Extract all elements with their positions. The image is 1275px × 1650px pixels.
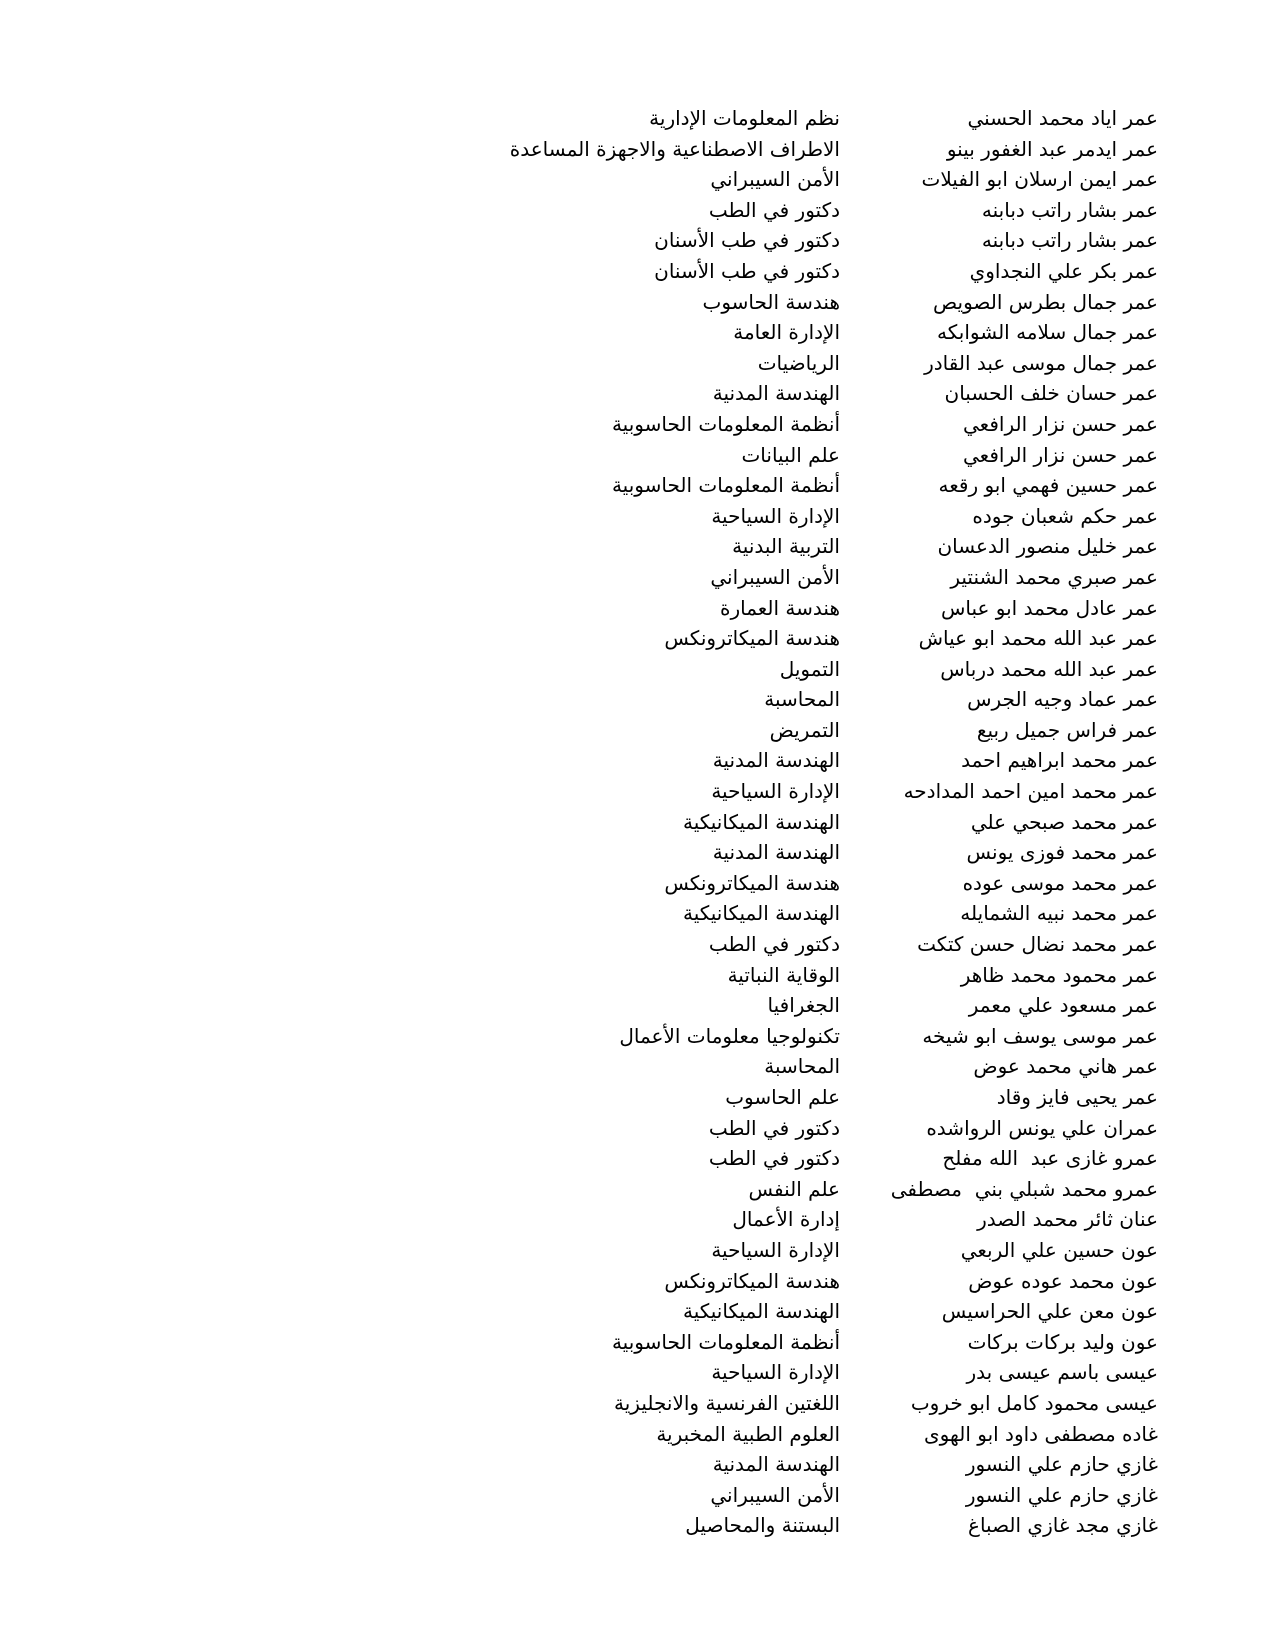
person-name: عمر عادل محمد ابو عباس [940, 595, 1158, 620]
major-name: دكتور في الطب [708, 1115, 840, 1140]
person-name: عون محمد عوده عوض [968, 1268, 1158, 1293]
major-name: المحاسبة [764, 687, 840, 712]
list-row [0, 837, 1158, 868]
person-name: عمر هاني محمد عوض [973, 1054, 1158, 1079]
major-name: أنظمة المعلومات الحاسوبية [611, 411, 840, 436]
list-row [0, 440, 1158, 471]
major-name: دكتور في طب الأسنان [654, 228, 840, 253]
major-name: الهندسة المدنية [712, 840, 840, 865]
list-row [0, 1113, 1158, 1144]
major-name: هندسة العمارة [719, 595, 840, 620]
person-name: عمرو غازى عبد الله مفلح [942, 1146, 1158, 1171]
list-row [0, 1510, 1158, 1541]
major-name: هندسة الحاسوب [702, 289, 840, 314]
major-name: الهندسة الميكانيكية [682, 809, 840, 834]
person-name: غازي مجد غازي الصباغ [968, 1513, 1158, 1538]
list-row [0, 1082, 1158, 1113]
person-name: عمر فراس جميل ربيع [976, 717, 1158, 742]
person-name: عمر مسعود علي معمر [968, 993, 1158, 1018]
list-row [0, 960, 1158, 991]
list-row [0, 990, 1158, 1021]
person-name: عمرو محمد شبلي بني مصطفى [890, 1176, 1158, 1201]
list-row [0, 256, 1158, 287]
person-name: غاده مصطفى داود ابو الهوى [924, 1421, 1158, 1446]
list-row [0, 531, 1158, 562]
list-row [0, 134, 1158, 165]
person-name: عمر محمد نضال حسن كتكت [917, 932, 1158, 957]
person-name: عمر بشار راتب دبابنه [981, 228, 1158, 253]
person-name: عمر محمد موسى عوده [962, 870, 1158, 895]
person-name: عمر محمد فوزى يونس [966, 840, 1158, 865]
list-row [0, 1296, 1158, 1327]
major-name: المحاسبة [764, 1054, 840, 1079]
major-name: الإدارة السياحية [711, 1360, 840, 1385]
person-name: عمر حسان خلف الحسبان [944, 381, 1158, 406]
major-name: الهندسة المدنية [712, 748, 840, 773]
person-name: عمر محمد نبيه الشمايله [960, 901, 1158, 926]
list-row [0, 929, 1158, 960]
person-name: عيسى محمود كامل ابو خروب [910, 1390, 1158, 1415]
major-name: دكتور في الطب [708, 197, 840, 222]
person-name: عمر بكر علي النجداوي [969, 258, 1158, 283]
person-name: عمر صبري محمد الشنتير [950, 564, 1158, 589]
major-name: دكتور في طب الأسنان [654, 258, 840, 283]
person-name: عمر عبد الله محمد درباس [940, 656, 1158, 681]
list-row [0, 1266, 1158, 1297]
person-name: عمر حسين فهمي ابو رقعه [938, 473, 1158, 498]
major-name: الاطراف الاصطناعية والاجهزة المساعدة [509, 136, 840, 161]
major-name: أنظمة المعلومات الحاسوبية [611, 1329, 840, 1354]
major-name: علم النفس [748, 1176, 840, 1201]
major-name: الأمن السيبراني [710, 1482, 840, 1507]
major-name: التمريض [769, 717, 840, 742]
major-name: إدارة الأعمال [732, 1207, 840, 1232]
major-name: الأمن السيبراني [710, 167, 840, 192]
person-name: عمر ايمن ارسلان ابو الفيلات [921, 167, 1158, 192]
person-name: عمر حسن نزار الرافعي [963, 411, 1158, 436]
major-name: اللغتين الفرنسية والانجليزية [614, 1390, 840, 1415]
person-name: عمر يحيى فايز وقاد [996, 1085, 1158, 1109]
list-row [0, 654, 1158, 685]
person-name: عمر محمد ابراهيم احمد [961, 748, 1158, 773]
major-name: هندسة الميكاترونكس [664, 870, 840, 895]
person-name: عون وليد بركات بركات [967, 1329, 1158, 1354]
person-name: عمر خليل منصور الدعسان [937, 534, 1158, 559]
list-row [0, 1143, 1158, 1174]
person-name: عمر ايدمر عبد الغفور بينو [946, 136, 1158, 161]
major-name: الهندسة المدنية [712, 381, 840, 406]
list-row [0, 1388, 1158, 1419]
person-name: عمر جمال موسى عبد القادر [924, 350, 1158, 375]
list-row [0, 593, 1158, 624]
list-row [0, 317, 1158, 348]
major-name: الهندسة المدنية [712, 1452, 840, 1477]
person-name: عمر اياد محمد الحسني [967, 106, 1158, 130]
major-name: أنظمة المعلومات الحاسوبية [611, 473, 840, 498]
person-name: عمران علي يونس الرواشده [926, 1115, 1158, 1140]
list-row [0, 898, 1158, 929]
person-name: عمر محمود محمد ظاهر [960, 962, 1158, 987]
person-name: عمر جمال بطرس الصويص [933, 289, 1158, 314]
person-name: عمر عماد وجيه الجرس [967, 687, 1158, 712]
list-row [0, 745, 1158, 776]
list-row [0, 1174, 1158, 1205]
major-name: الجغرافيا [767, 993, 840, 1018]
person-name: عنان ثائر محمد الصدر [977, 1207, 1158, 1232]
list-row [0, 225, 1158, 256]
list-row [0, 470, 1158, 501]
list-row [0, 409, 1158, 440]
major-name: التمويل [779, 656, 840, 681]
list-row [0, 776, 1158, 807]
major-name: البستنة والمحاصيل [685, 1513, 840, 1538]
list-row [0, 1480, 1158, 1511]
person-name: عمر حسن نزار الرافعي [963, 442, 1158, 467]
list-row [0, 1204, 1158, 1235]
major-name: علم البيانات [741, 442, 840, 467]
person-name: عمر بشار راتب دبابنه [981, 197, 1158, 222]
major-name: التربية البدنية [732, 534, 840, 559]
list-row [0, 1327, 1158, 1358]
person-name: عمر جمال سلامه الشوابكه [937, 320, 1158, 345]
major-name: الإدارة السياحية [711, 503, 840, 528]
list-row [0, 1357, 1158, 1388]
major-name: علم الحاسوب [725, 1085, 840, 1109]
names-majors-list [0, 103, 1158, 1541]
major-name: دكتور في الطب [708, 932, 840, 957]
list-row [0, 1449, 1158, 1480]
list-row [0, 1021, 1158, 1052]
major-name: الإدارة السياحية [711, 1237, 840, 1262]
major-name: العلوم الطبية المخبرية [656, 1421, 840, 1446]
list-row [0, 715, 1158, 746]
person-name: عمر محمد صبحي علي [970, 809, 1158, 834]
major-name: هندسة الميكاترونكس [664, 1268, 840, 1293]
list-row [0, 807, 1158, 838]
list-row [0, 501, 1158, 532]
major-name: الهندسة الميكانيكية [682, 901, 840, 926]
major-name: الإدارة السياحية [711, 779, 840, 804]
list-row [0, 868, 1158, 899]
list-row [0, 623, 1158, 654]
major-name: الرياضيات [757, 350, 840, 375]
list-row [0, 103, 1158, 134]
major-name: هندسة الميكاترونكس [664, 626, 840, 651]
list-row [0, 1235, 1158, 1266]
person-name: عمر حكم شعبان جوده [972, 503, 1158, 528]
list-row [0, 195, 1158, 226]
list-row [0, 1419, 1158, 1450]
major-name: دكتور في الطب [708, 1146, 840, 1171]
person-name: غازي حازم علي النسور [965, 1482, 1158, 1507]
major-name: الأمن السيبراني [710, 564, 840, 589]
person-name: عون معن علي الحراسيس [941, 1299, 1158, 1324]
list-row [0, 684, 1158, 715]
list-row [0, 287, 1158, 318]
person-name: عمر عبد الله محمد ابو عياش [918, 626, 1158, 651]
list-row [0, 378, 1158, 409]
person-name: عمر محمد امين احمد المدادحه [903, 779, 1158, 804]
major-name: الإدارة العامة [733, 320, 840, 345]
list-row [0, 1051, 1158, 1082]
person-name: غازي حازم علي النسور [965, 1452, 1158, 1477]
major-name: تكنولوجيا معلومات الأعمال [619, 1023, 840, 1048]
list-row [0, 562, 1158, 593]
major-name: نظم المعلومات الإدارية [649, 106, 840, 130]
major-name: الهندسة الميكانيكية [682, 1299, 840, 1324]
person-name: عيسى باسم عيسى بدر [966, 1360, 1158, 1385]
list-row [0, 348, 1158, 379]
list-row [0, 164, 1158, 195]
person-name: عمر موسى يوسف ابو شيخه [922, 1023, 1158, 1048]
person-name: عون حسين علي الربعي [960, 1237, 1158, 1262]
major-name: الوقاية النباتية [727, 962, 840, 987]
